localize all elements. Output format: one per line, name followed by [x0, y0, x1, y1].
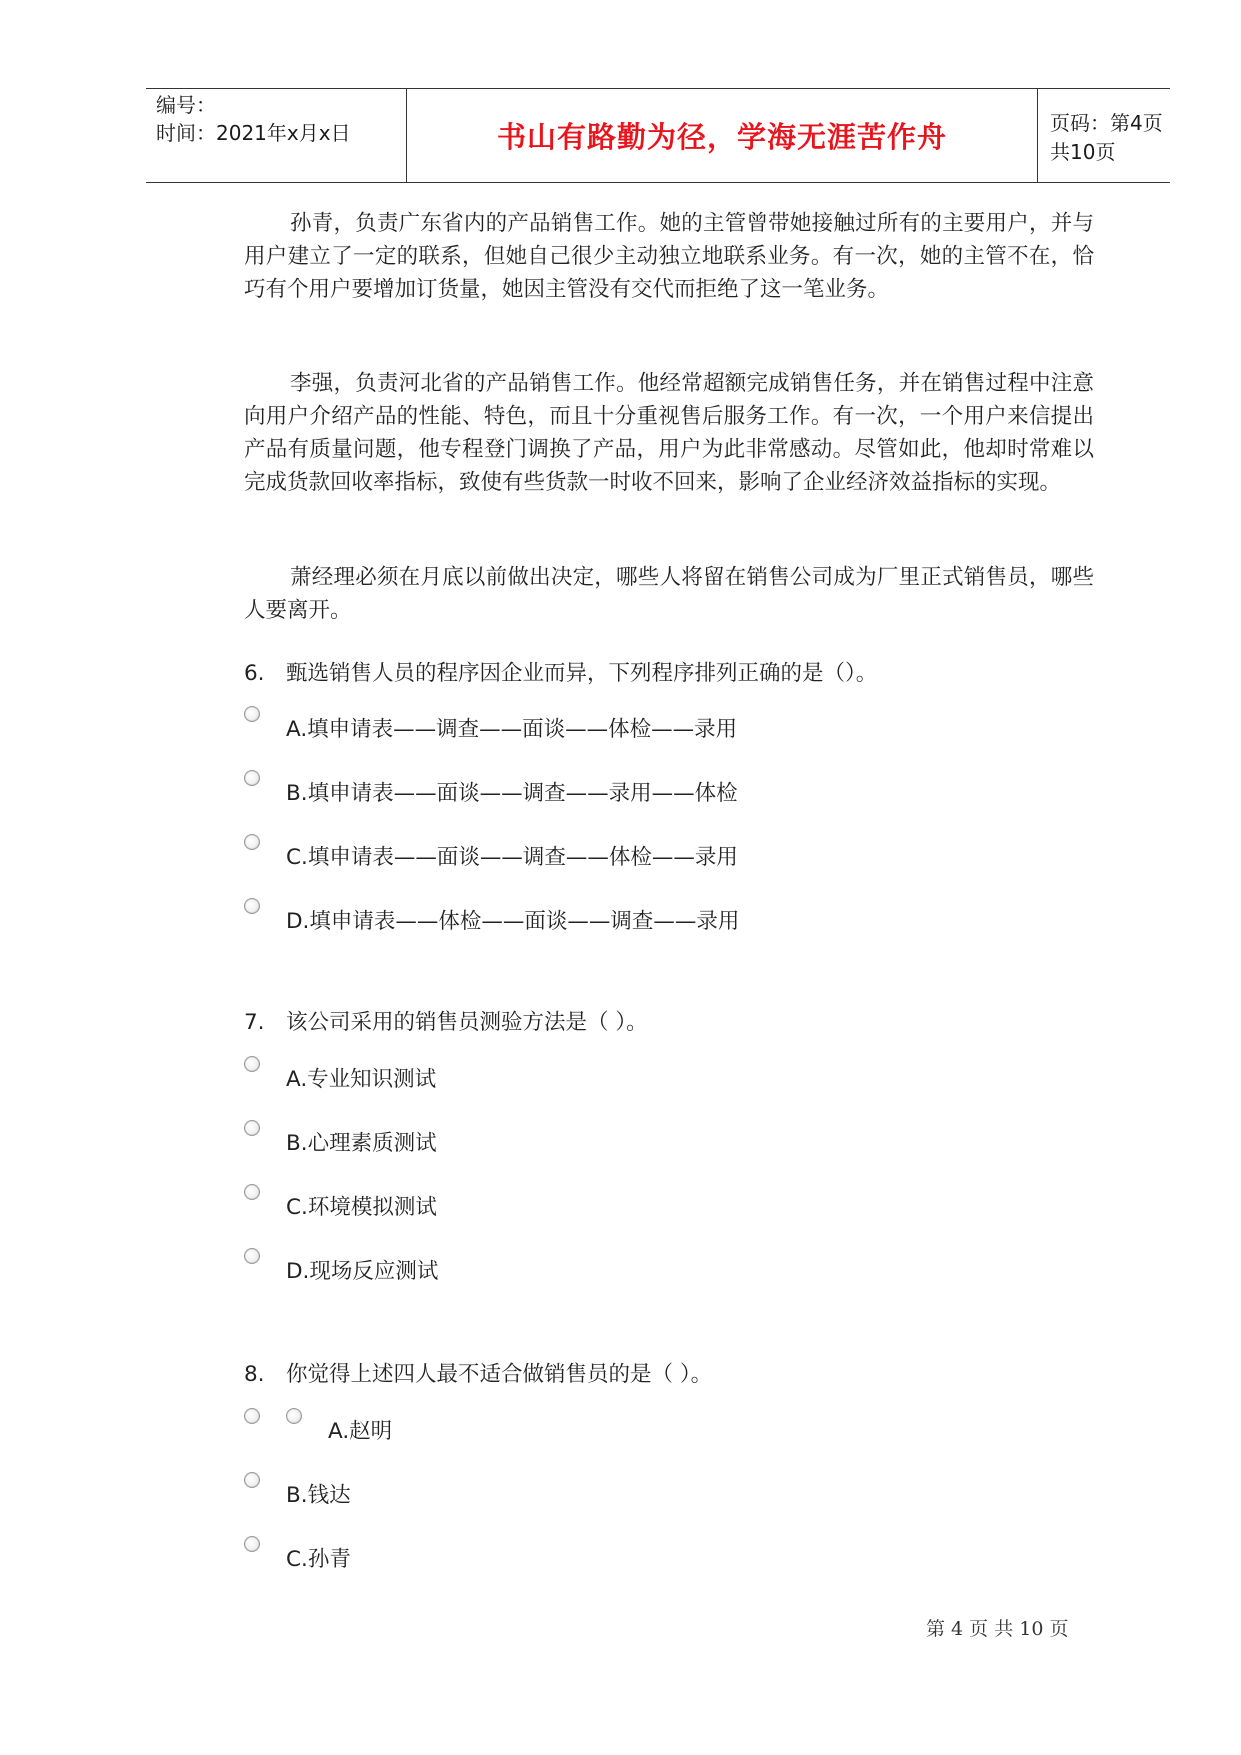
paragraph-li-qiang: 李强，负责河北省的产品销售工作。他经常超额完成销售任务，并在销售过程中注意向用户介绍产品的性能、特色，而且十分重视售后服务工作。有一次，一个用户来信提出产品有质量问题，他专程登门调换了产品，用户为此非常感动。尽管如此，他却时常难以完成货款回收率指标，致使有些货款一时收不回来，影响了企业经济效益指标的实现。 — [244, 371, 1094, 495]
question-text: 该公司采用的销售员测验方法是（ ）。 — [286, 1010, 648, 1035]
page-header — [146, 88, 1170, 183]
paragraph-sun-qing: 孙青，负责广东省内的产品销售工作。她的主管曾带她接触过所有的主要用户，并与用户建立了一定的联系，但她自己很少主动独立地联系业务。有一次，她的主管不在，恰巧有个用户要增加订货量，她因主管没有交代而拒绝了这一笔业务。 — [244, 211, 1094, 302]
option-label: A.填申请表——调查——面谈——体检——录用 — [286, 717, 738, 742]
radio-button-icon[interactable] — [244, 1472, 260, 1488]
header-meta — [156, 89, 406, 182]
option-label: C.孙青 — [286, 1547, 351, 1572]
radio-button-icon[interactable] — [244, 706, 260, 722]
option-label: D.填申请表——体检——面谈——调查——录用 — [286, 909, 740, 934]
page-footer: 第 4 页 共 10 页 — [926, 1618, 1069, 1640]
radio-button-icon[interactable] — [244, 1248, 260, 1264]
option-label: B.钱达 — [286, 1483, 351, 1508]
radio-button-icon[interactable] — [244, 898, 260, 914]
question-8 — [244, 1357, 712, 1388]
question-number: 7. — [244, 1010, 265, 1035]
radio-button-icon[interactable] — [244, 834, 260, 850]
question-number: 8. — [244, 1362, 265, 1387]
header-motto-cell — [406, 89, 1038, 182]
radio-button-icon[interactable] — [244, 1056, 260, 1072]
header-page-code: 页码：第4页 共10页 — [1050, 110, 1163, 164]
question-text: 你觉得上述四人最不适合做销售员的是（ ）。 — [286, 1362, 713, 1387]
motto: 书山有路勤为径，学海无涯苦作舟 — [496, 120, 947, 154]
option-label: C.环境模拟测试 — [286, 1195, 437, 1220]
radio-button-icon[interactable] — [286, 1408, 302, 1424]
option-label: B.填申请表——面谈——调查——录用——体检 — [286, 781, 738, 806]
option-label: A.赵明 — [328, 1419, 393, 1444]
time-label: 时间：2021年x月x日 — [156, 121, 351, 145]
radio-button-icon[interactable] — [244, 1120, 260, 1136]
option-label: B.心理素质测试 — [286, 1131, 437, 1156]
question-6 — [244, 656, 877, 687]
radio-button-icon[interactable] — [244, 770, 260, 786]
radio-button-icon[interactable] — [244, 1408, 260, 1424]
option-label: A.专业知识测试 — [286, 1067, 437, 1092]
option-label: D.现场反应测试 — [286, 1259, 439, 1284]
number-label: 编号： — [156, 93, 216, 117]
radio-button-icon[interactable] — [244, 1536, 260, 1552]
question-7 — [244, 1005, 648, 1036]
question-number: 6. — [244, 661, 265, 686]
question-text: 甄选销售人员的程序因企业而异，下列程序排列正确的是（）。 — [286, 661, 878, 686]
paragraph-manager-decision: 萧经理必须在月底以前做出决定，哪些人将留在销售公司成为厂里正式销售员，哪些人要离开。 — [244, 565, 1094, 623]
radio-button-icon[interactable] — [244, 1184, 260, 1200]
option-label: C.填申请表——面谈——调查——体检——录用 — [286, 845, 738, 870]
